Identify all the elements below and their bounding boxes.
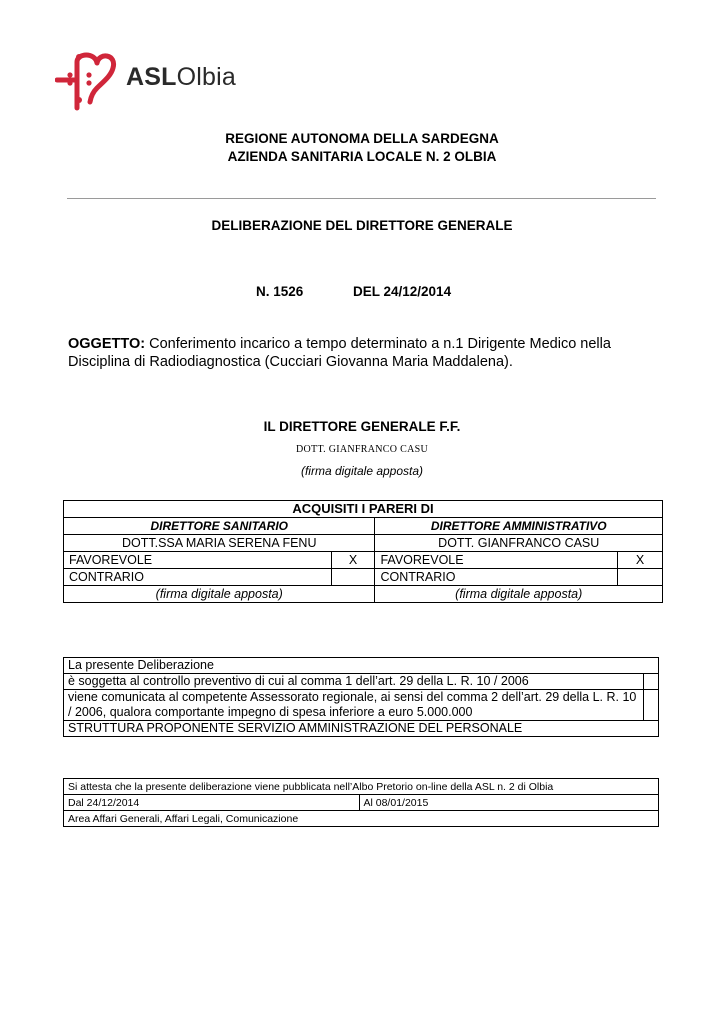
header-azienda: AZIENDA SANITARIA LOCALE N. 2 OLBIA bbox=[227, 149, 497, 164]
deliberation-number-line bbox=[256, 284, 452, 299]
preventive-control-text: è soggetta al controllo preventivo di cui al comma 1 dell’art. 29 della L. R. 10 / 2006 bbox=[64, 674, 644, 690]
subject-label: OGGETTO: bbox=[68, 336, 146, 352]
asl-cross-heart-logo-icon bbox=[55, 50, 117, 112]
publication-table bbox=[63, 778, 659, 827]
header-region: REGIONE AUTONOMA DELLA SARDEGNA bbox=[225, 131, 499, 146]
asl-logo bbox=[55, 50, 236, 112]
health-favorevole-label: FAVOREVOLE bbox=[64, 552, 332, 569]
director-name: DOTT. GIANFRANCO CASU bbox=[296, 444, 428, 455]
publication-from-date: Dal 24/12/2014 bbox=[64, 795, 360, 811]
health-contrario-mark bbox=[331, 569, 375, 586]
divider bbox=[67, 198, 656, 199]
deliberation-number: N. 1526 bbox=[256, 284, 304, 299]
publication-statement: Si attesta che la presente deliberazione viene pubblicata nell’Albo Pretorio on-line della ASL n. 2 di Olbia bbox=[64, 779, 659, 795]
opinions-table bbox=[63, 500, 663, 603]
director-signature: (firma digitale apposta) bbox=[300, 464, 424, 478]
health-director-signature: (firma digitale apposta) bbox=[64, 586, 375, 603]
director-title: IL DIRETTORE GENERALE F.F. bbox=[263, 419, 461, 434]
admin-director-signature: (firma digitale apposta) bbox=[375, 586, 663, 603]
admin-director-name: DOTT. GIANFRANCO CASU bbox=[375, 535, 663, 552]
preventive-control-checkbox bbox=[644, 674, 659, 690]
document-title: DELIBERAZIONE DEL DIRETTORE GENERALE bbox=[211, 218, 513, 233]
health-director-name: DOTT.SSA MARIA SERENA FENU bbox=[64, 535, 375, 552]
logo-wordmark: ASLOlbia bbox=[126, 63, 236, 91]
health-favorevole-mark: X bbox=[331, 552, 375, 569]
proposing-structure: STRUTTURA PROPONENTE SERVIZIO AMMINISTRAZIONE DEL PERSONALE bbox=[64, 721, 659, 737]
admin-contrario-mark bbox=[618, 569, 663, 586]
deliberation-intro: La presente Deliberazione bbox=[64, 658, 659, 674]
publication-to-date: Al 08/01/2015 bbox=[359, 795, 659, 811]
admin-favorevole-label: FAVOREVOLE bbox=[375, 552, 618, 569]
publication-area: Area Affari Generali, Affari Legali, Comunicazione bbox=[64, 811, 659, 827]
admin-favorevole-mark: X bbox=[618, 552, 663, 569]
communication-text: viene comunicata al competente Assessorato regionale, ai sensi del comma 2 dell’art. 29 della L. R. 10 / 2006, qualora comportante impegno di spesa inferiore a euro 5.000.000 bbox=[64, 690, 644, 721]
subject-text: Conferimento incarico a tempo determinato a n.1 Dirigente Medico nella Disciplina di Radiodiagnostica (Cucciari Giovanna Maria Maddalena). bbox=[68, 336, 611, 370]
admin-director-role: DIRETTORE AMMINISTRATIVO bbox=[375, 518, 663, 535]
communication-checkbox bbox=[644, 690, 659, 721]
deliberation-date: DEL 24/12/2014 bbox=[353, 284, 452, 299]
admin-contrario-label: CONTRARIO bbox=[375, 569, 618, 586]
opinions-title: ACQUISITI I PARERI DI bbox=[64, 501, 663, 518]
health-director-role: DIRETTORE SANITARIO bbox=[64, 518, 375, 535]
subject bbox=[68, 335, 658, 371]
health-contrario-label: CONTRARIO bbox=[64, 569, 332, 586]
deliberation-control-table bbox=[63, 657, 659, 737]
